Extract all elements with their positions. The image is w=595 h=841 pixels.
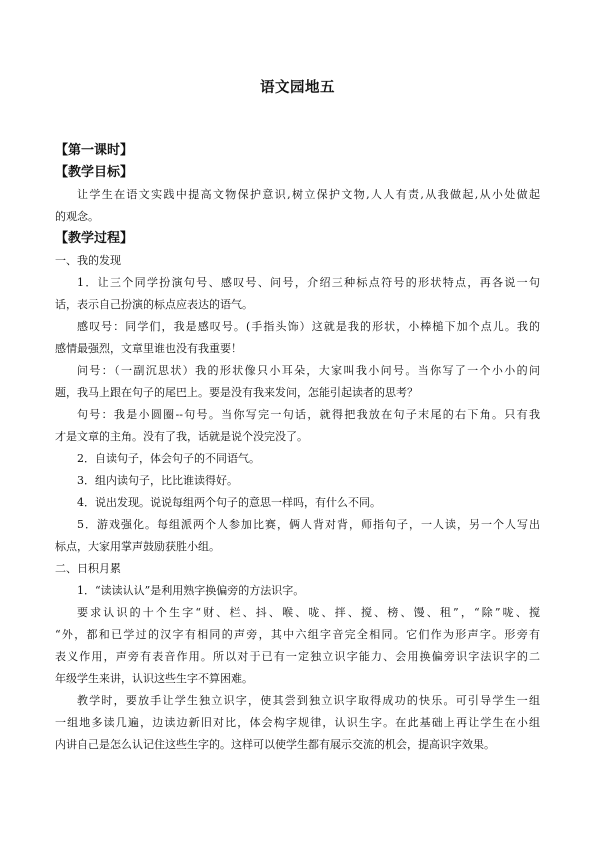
section-heading: 【教学过程】: [55, 231, 134, 246]
paragraph-first-line: 3．组内读句子，比比谁读得好。: [77, 474, 238, 487]
paragraph-line: 才是文章的主角。没有了我，话就是说个没完没了。: [55, 430, 308, 443]
paragraph-line: 的观念。: [55, 210, 99, 223]
paragraph-first-line: 问号：（一副沉思状）我的形状像只小耳朵，大家叫我小问号。当你写了一个小小的问: [77, 364, 540, 377]
page-title: 语文园地五: [260, 79, 335, 96]
paragraph-first-line: 5．游戏强化。每组派两个人参加比赛，俩人背对背，师指句子，一人读，另一个人写出: [77, 518, 540, 531]
paragraph-first-line: 感叹号：同学们，我是感叹号。(手指头饰）这就是我的形状，小棒槌下加个点儿。我的: [77, 320, 540, 333]
paragraph-first-line: 让学生在语文实践中提高文物保护意识,树立保护文物,人人有责,从我做起,从小处做起: [77, 188, 540, 201]
paragraph-line: 感情最强烈，文章里谁也没有我重要！: [55, 342, 242, 355]
paragraph-line: 标点，大家用掌声鼓励获胜小组。: [55, 540, 220, 553]
paragraph-first-line: 2．自读句子，体会句子的不同语气。: [77, 452, 260, 465]
paragraph-line: 题，我马上跟在句子的尾巴上。要是没有我来发问，怎能引起读者的思考？: [55, 386, 418, 399]
paragraph-first-line: 1．让三个同学扮演句号、感叹号、问号，介绍三种标点符号的形状特点，再各说一句: [77, 276, 540, 289]
paragraph-line: 一组地多读几遍，边读边新旧对比，体会构字规律，认识生字。在此基础上再让学生在小组: [55, 716, 540, 729]
paragraph-first-line: 教学时，要放手让学生独立识字，使其尝到独立识字取得成功的快乐。可引导学生一组: [77, 694, 540, 707]
paragraph-line: “外，都和已学过的汉字有相同的声旁，其中六组字音完全相同。它们作为形声字。形旁有: [55, 628, 540, 641]
paragraph-first-line: 4．说出发现。说说每组两个句子的意思一样吗，有什么不同。: [77, 496, 381, 509]
paragraph-line: 二、日积月累: [55, 562, 121, 575]
paragraph-line: 内讲自己是怎么认记住这些生字的。这样可以使学生都有展示交流的机会，提高识字效果。: [55, 738, 495, 751]
paragraph-line: 一、我的发现: [55, 254, 121, 267]
section-heading: 【教学目标】: [55, 165, 134, 180]
paragraph-line: 话，表示自己扮演的标点应表达的语气。: [55, 298, 253, 311]
section-heading: 【第一课时】: [55, 143, 134, 158]
paragraph-first-line: 1．“读读认认”是利用熟字换偏旁的方法识字。: [77, 584, 305, 597]
paragraph-first-line: 句号：我是小圆圈--句号。当你写完一句话，就得把我放在句子末尾的右下角。只有我: [77, 408, 540, 421]
document-body: [55, 140, 540, 756]
paragraph-line: 表义作用，声旁有表音作用。所以对于已有一定独立识字能力、会用换偏旁识字法识字的二: [55, 650, 540, 663]
paragraph-first-line: 要求认识的十个生字“财、栏、抖、喉、咙、拌、搅、榜、馒、租”，“除”咙、搅: [77, 606, 540, 619]
paragraph-line: 年级学生来讲，认识这些生字不算困难。: [55, 672, 253, 685]
